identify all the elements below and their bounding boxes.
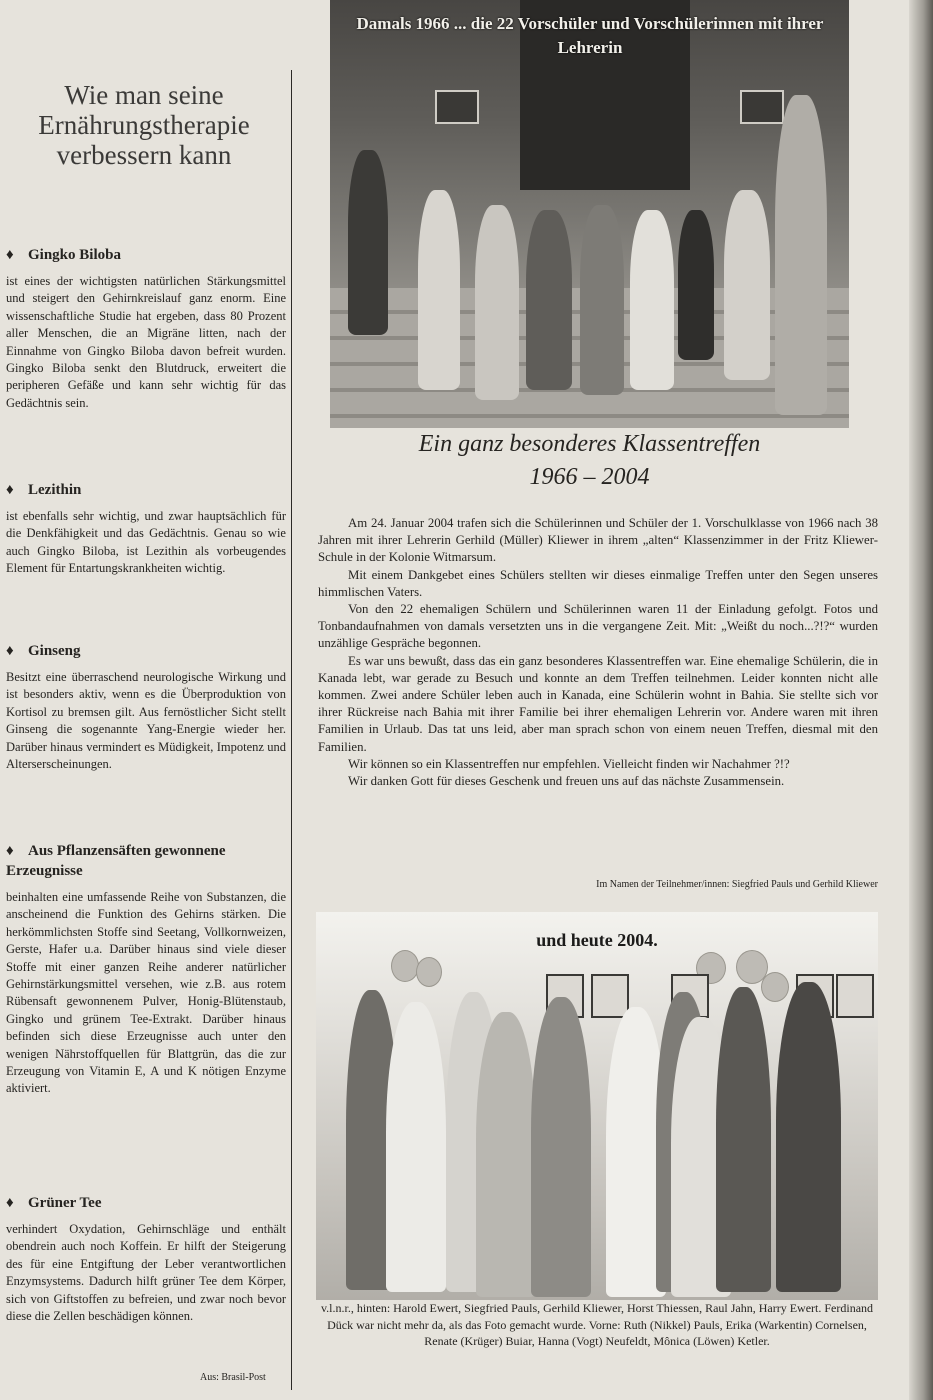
section-gingko [6,245,286,412]
child-figure [418,190,460,390]
balloon [761,972,789,1002]
diamond-bullet-icon: ♦ [6,643,14,659]
balloon [416,957,442,987]
child-figure [724,190,770,380]
window [435,90,479,124]
teacher-figure [775,95,827,415]
class-photo-2004 [316,912,878,1300]
child-figure [475,205,519,400]
child-figure [678,210,714,360]
section-gruener-tee [6,1193,286,1325]
left-column [0,0,310,1400]
article-paragraph: Wir danken Gott für dieses Geschenk und freuen uns auf das nächste Zusammensein. [348,774,785,789]
article-paragraph: Wir können so ein Klassentreffen nur empfehlen. Vielleicht finden wir Nachahmer ?!? [348,756,790,771]
section-pflanzensaefte [6,841,286,1098]
diamond-bullet-icon: ♦ [6,1195,14,1211]
photo-2004-credits: v.l.n.r., hinten: Harold Ewert, Siegfried Pauls, Gerhild Kliewer, Horst Thiessen, Raul Jahn, Harry Ewert. Ferdinand Dück war nicht mehr da, als das Foto gemacht wurde. Vorne: Ruth (Nikkel) Pauls, Erika (Warkentin) Cornelsen, Renate (Krüger) Buiar, Hanna (Vogt) Neufeldt, Mônica (Löwen) Ketler. [320,1301,874,1348]
child-figure [580,205,624,395]
section-title: ♦ Gingko Biloba [6,247,121,263]
balloon [391,950,419,982]
child-figure [348,150,388,335]
section-lezithin [6,480,286,578]
section-title: ♦ Grüner Tee [6,1195,102,1211]
article-paragraph: Mit einem Dankgebet eines Schülers stellten wir dieses einmalige Treffen unter den Segen unseres himmlischen Vaters. [318,567,878,599]
diamond-bullet-icon: ♦ [6,843,14,859]
article-body [318,515,878,790]
section-text: Besitzt eine überraschend neurologische Wirkung und ist besonders aktiv, wenn es die Überproduktion von Kortisol zu bremsen gilt. Aus fernöstlicher Sicht stellt Ginseng die sogenannte Yang-Energie wieder her. Darüber hinaus vermindert es Müdigkeit, Impotenz und Alterserscheinungen. [6,670,286,772]
person-figure [386,1002,446,1292]
column-divider [291,70,292,1390]
diamond-bullet-icon: ♦ [6,247,14,263]
person-figure [476,1012,536,1297]
diamond-bullet-icon: ♦ [6,482,14,498]
page-spine [909,0,933,1400]
section-title: ♦ Ginseng [6,643,81,659]
section-title: ♦ Lezithin [6,482,82,498]
wall-picture [836,974,874,1018]
person-figure [531,997,591,1297]
article-title: Ein ganz besonderes Klassentreffen 1966 – 2004 [418,431,761,490]
window [740,90,784,124]
photo-1966-caption: Damals 1966 ... die 22 Vorschüler und Vorschülerinnen mit ihrer Lehrerin [356,14,824,57]
person-figure [776,982,841,1292]
article-paragraph: Es war uns bewußt, dass das ein ganz besonderes Klassentreffen war. Eine ehemalige Schülerin, die in Kanada lebt, war gerade zu Besuch und konnte an dem Treffen teilnehmen. Leider konnten nicht alle kommen. Zwei andere Schüler leben auch in Kanada, eine Schülerin wohnt in Bahia. Sie stellte sich vor ihrer Rückreise nach Bahia mit ihrer Familie bei ihrer ehemaligen Lehrerin vor. Andere waren mit ihren Familien in Urlaub. Das tat uns leid, aber man sprach schon von einem neuen Treffen, diesmal mit den Familien. [318,653,878,754]
source-note: Aus: Brasil-Post [200,1372,266,1383]
left-heading: Wie man seine Ernährungstherapie verbessern kann [38,80,250,170]
section-title: ♦ Aus Pflanzensäften gewonnene Erzeugnisse [6,843,226,879]
person-figure [716,987,771,1292]
child-figure [526,210,572,390]
section-text: beinhalten eine umfassende Reihe von Substanzen, die anscheinend die Funktion des Gehirns stärken. Die herkömmlichsten Stoffe sind Seetang, Vollkornweizen, Gerste, Hafer u.a. Darüber hinaus sind viele dieser Stoffe mit einer ganzen Reihe anderer natürlicher Gehirnstärkungsmittel versehen, wie z.B. aus rotem Rübensaft gewonnenem Pulver, Honig-Blütenstaub, Gingko und grünem Tee-Extrakt. Darüber hinaus befinden sich diese Erzeugnisse auch unter den wenigen Nährstoffquellen für Blattgrün, das die zur Erzeugung von Vitamin E, A und K nötigen Enzyme aktiviert. [6,890,286,1096]
article-paragraph: Am 24. Januar 2004 trafen sich die Schülerinnen und Schüler der 1. Vorschulklasse von 1966 nach 38 Jahren mit ihrer Lehrerin Gerhild (Müller) Kliewer in ihrem „alten“ Klassenzimmer in der Fritz Kliewer-Schule in der Kolonie Witmarsum. [318,516,878,565]
section-text: verhindert Oxydation, Gehirnschläge und enthält obendrein auch noch Koffein. Er hilft der Steigerung des für eine Entgiftung der Leber verantwortlichen Enzymsystems. Dadurch hilft grüner Tee dem Körper, sich von Giftstoffen zu befreien, und zwar noch bevor diese die Zellen beschädigen können. [6,1222,286,1324]
child-figure [630,210,674,390]
photo-2004-title: und heute 2004. [536,930,658,950]
section-text: ist eines der wichtigsten natürlichen Stärkungsmittel und steigert den Gehirnkreislauf ganz enorm. Eine wissenschaftliche Studie hat ergeben, dass 80 Prozent aller Menschen, die an Migräne litten, nach der Einnahme von Gingko Biloba davon befreit wurden. Gingko Biloba senkt den Blutdruck, erweitert die peripheren Gefäße und kann sehr wichtig für das Gedächtnis sein. [6,274,286,410]
article-paragraph: Von den 22 ehemaligen Schülern und Schülerinnen waren 11 der Einladung gefolgt. Fotos und Tonbandaufnahmen von damals versetzten uns in die vergangene Zeit. Mit: „Weißt du noch...?!?“ wurden unzählige Gespräche begonnen. [318,602,878,651]
article-signature: Im Namen der Teilnehmer/innen: Siegfried Pauls und Gerhild Kliewer [596,879,878,890]
wall-picture [591,974,629,1018]
class-photo-1966 [330,0,849,428]
section-text: ist ebenfalls sehr wichtig, und zwar hauptsächlich für die Denkfähigkeit und das Gedächtnis. Genau so wie auch Gingko Biloba, ist Lezithin als vorbeugendes Element für Entartungskrankheiten wichtig. [6,509,286,576]
section-ginseng [6,641,286,773]
